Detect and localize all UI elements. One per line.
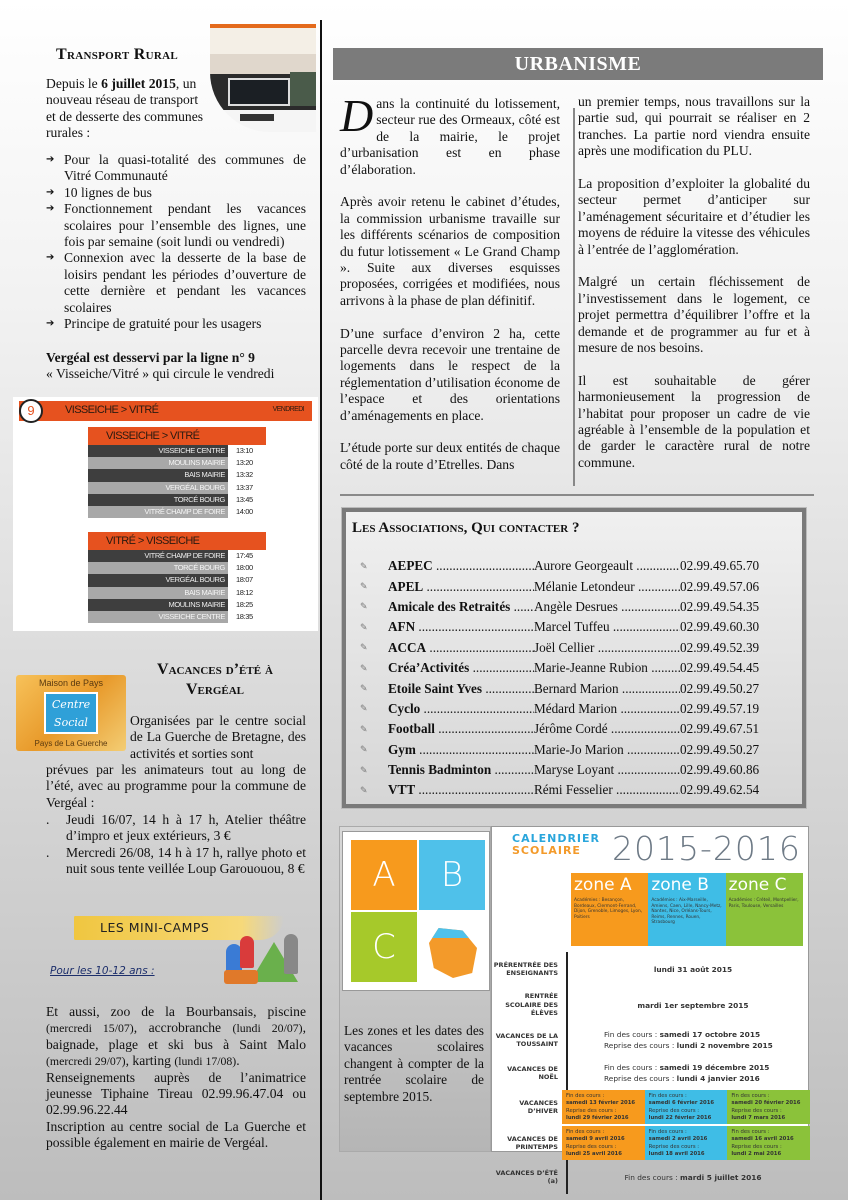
urbanisme-title: URBANISME bbox=[333, 48, 823, 80]
association-row: ✎ Gym ..... Marie-Jo Marion ..... 02.99.49.50.27 bbox=[360, 740, 760, 760]
association-row: ✎ AFN ..... Marcel Tuffeu ..... 02.99.49.60.30 bbox=[360, 617, 760, 637]
bus-photo bbox=[210, 24, 316, 132]
association-row: ✎ Football ..... Jérôme Cordé ..... 02.99.49.67.51 bbox=[360, 719, 760, 739]
table-row: TORCÉ BOURG 18:00 bbox=[88, 562, 266, 574]
paperclip-icon: ✎ bbox=[360, 703, 368, 714]
row-prerentree: PRÉRENTRÉE DES ENSEIGNANTS lundi 31 août 2015 bbox=[492, 952, 810, 986]
row-rentree: RENTRÉE SCOLAIRE DES ÉLÈVES mardi 1er septembre 2015 bbox=[492, 986, 810, 1024]
bus-timetable bbox=[13, 397, 318, 631]
list-item: ➔ Fonctionnement pendant les vacances scolaires pour l’ensemble des lignes, une fois par semaine (soit lundi ou vendredi) bbox=[46, 201, 306, 250]
association-row: ✎ Amicale des Retraités ..... Angèle Desrues ..... 02.99.49.54.35 bbox=[360, 597, 760, 617]
table-row: VERGÉAL BOURG 18:07 bbox=[88, 574, 266, 586]
timetable-header bbox=[19, 401, 312, 421]
age-label: Pour les 10-12 ans : bbox=[50, 965, 155, 977]
row-toussaint: VACANCES DE LA TOUSSAINT Fin des cours : samedi 17 octobre 2015 Reprise des cours : lundi 2 novembre 2015 bbox=[492, 1024, 810, 1056]
zones-header bbox=[571, 873, 803, 946]
outbound-table bbox=[88, 427, 266, 518]
arrow-right-icon: ➔ bbox=[46, 154, 55, 165]
school-calendar bbox=[491, 826, 809, 1185]
arrow-right-icon: ➔ bbox=[46, 318, 55, 330]
route-label: VISSEICHE > VITRÉ bbox=[65, 404, 159, 416]
urbanisme-column-2: un premier temps, nous travaillons sur la partie sud, qui pourrait se réaliser en 2 tranches. La partie nord viendra ensuite après une modification du PLU. La proposition d’exploiter la globalité du secteur permet d’anticiper sur l’aménagement sécuritaire et d’étudier les moyens de réduire la vitesse des véhicules à l’entrée de l’agglomération. Malgré un certain fléchissement de l’investissement dans le logement, ce projet permettra d’équilibrer l’offre et la demande et de programmer au fur et à mesure de nos besoins. Il est souhaitable de gérer harmonieusement la progression de l’habitat pour proposer un cadre de vie agréable à l’ensemble de la population et de garder le caractère rural de notre commune. bbox=[578, 94, 810, 470]
list-item: ➔ Connexion avec la desserte de la base de loisirs pendant les périodes d’ouverture de cette dernière et pendant les vacances scolaires bbox=[46, 250, 306, 315]
arrow-right-icon: ➔ bbox=[46, 186, 55, 198]
list-item: ➔ Principe de gratuité pour les usagers bbox=[46, 316, 262, 332]
campers-illustration bbox=[222, 932, 304, 986]
paperclip-icon: ✎ bbox=[360, 642, 368, 653]
association-row: ✎ VTT ..... Rémi Fesselier ..... 02.99.49.62.54 bbox=[360, 780, 760, 800]
zone-c: zone C Académies : Créteil, Montpellier, Paris, Toulouse, Versailles bbox=[726, 873, 803, 946]
return-table bbox=[88, 532, 266, 623]
urbanisme-column-1: Dans la continuité du lotissement, secteur rue des Ormeaux, côté est de la mairie, le projet d’urbanisation est en phase d’élaboration. Après avoir retenu le cabinet d’études, la commission urbanisme travaille sur les différents scénarios de composition du futur lotissement « Le Grand Champ ». Suite aux diverses esquisses proposées, corrigées et modifiées, nous arrivons à la phase de plan définitif. D’une surface d’environ 2 ha, cette parcelle devra recevoir une trentaine de logements dans le respect de la réglementation d’utilisation économe de l’espace et des orientations d’aménagements en place. L’étude porte sur deux entités de chaque côté de la route d’Etrelles. Dans bbox=[340, 90, 560, 472]
paperclip-icon: ✎ bbox=[360, 662, 368, 673]
association-row: ✎ Tennis Badminton ..... Maryse Loyant ..... 02.99.49.60.86 bbox=[360, 760, 760, 780]
paperclip-icon: ✎ bbox=[360, 744, 368, 755]
zone-b: zone B Académies : Aix-Marseille, Amiens, Caen, Lille, Nancy-Metz, Nantes, Nice, Orléans-Tours, Reims, Rennes, Rouen, Strasbourg bbox=[648, 873, 725, 946]
calendar-year: 2015-2016 bbox=[612, 829, 801, 868]
paperclip-icon: ✎ bbox=[360, 764, 368, 775]
centre-social-logo: Maison de Pays Centre Social Pays de La Guerche bbox=[16, 675, 126, 751]
association-row: ✎ AEPEC ..... Aurore Georgeault ..... 02.99.49.65.70 bbox=[360, 556, 760, 576]
row-ete: VACANCES D’ÉTÉ (a) Fin des cours : mardi 5 juillet 2016 bbox=[492, 1160, 810, 1194]
table-row: BAIS MAIRIE 18:12 bbox=[88, 587, 266, 599]
list-item: ➔ 10 lignes de bus bbox=[46, 184, 152, 200]
association-row: ✎ Etoile Saint Yves ..... Bernard Marion ..... 02.99.49.50.27 bbox=[360, 678, 760, 698]
paperclip-icon: ✎ bbox=[360, 784, 368, 795]
vacances-intro: Organisées par le centre social de La Guerche de Bretagne, des activités et sorties sont bbox=[130, 713, 306, 761]
line-number-badge: 9 bbox=[19, 399, 43, 423]
paperclip-icon: ✎ bbox=[360, 581, 368, 592]
association-row: ✎ Cyclo ..... Médard Marion ..... 02.99.49.57.19 bbox=[360, 699, 760, 719]
paperclip-icon: ✎ bbox=[360, 560, 368, 571]
table-row: VISSEICHE CENTRE 13:10 bbox=[88, 445, 266, 457]
table-row: TORCÉ BOURG 13:45 bbox=[88, 494, 266, 506]
paperclip-icon: ✎ bbox=[360, 621, 368, 632]
vacances-items bbox=[46, 812, 306, 878]
table-row: VISSEICHE CENTRE 18:35 bbox=[88, 611, 266, 623]
row-noel: VACANCES DE NOËL Fin des cours : samedi 19 décembre 2015 Reprise des cours : lundi 4 janvier 2016 bbox=[492, 1056, 810, 1090]
association-row: ✎ ACCA ..... Joël Cellier ..... 02.99.49.52.39 bbox=[360, 638, 760, 658]
list-item: ➔ Pour la quasi-totalité des communes de Vitré Communauté bbox=[46, 152, 306, 184]
row-printemps: VACANCES DE PRINTEMPS Fin des cours : samedi 9 avril 2016 Reprise des cours : lundi 25 avril 2016 Fin des cours : samedi 2 avril 2016 Reprise des cours : lundi 18 avril 2016 Fin des cours : samedi 16 avril 2016 Reprise des cours : lundi 2 mai 2016 bbox=[492, 1126, 810, 1160]
arrow-right-icon: ➔ bbox=[46, 203, 55, 215]
return-title: VITRÉ > VISSEICHE bbox=[88, 532, 266, 550]
calendar-title: CALENDRIER SCOLAIRE bbox=[512, 832, 600, 857]
vacances-title: Vacances d’été à Vergéal bbox=[157, 661, 273, 698]
zones-abc-logo: A B C bbox=[342, 831, 490, 991]
table-row: MOULINS MAIRIE 18:25 bbox=[88, 599, 266, 611]
mini-camps-banner: LES MINI-CAMPS bbox=[74, 916, 284, 940]
association-row: ✎ APEL ..... Mélanie Letondeur ..... 02.99.49.57.06 bbox=[360, 576, 760, 596]
zone-a: zone A Académies : Besançon, Bordeaux, Clermont-Ferrand, Dijon, Grenoble, Limoges, Lyon, Poitiers bbox=[571, 873, 648, 946]
day-label: VENDREDI bbox=[272, 406, 304, 413]
table-row: MOULINS MAIRIE 13:20 bbox=[88, 457, 266, 469]
transport-intro: Depuis le 6 juillet 2015, un nouveau réseau de transport et de desserte des communes rurales : bbox=[46, 76, 204, 141]
line-info: Vergéal est desservi par la ligne n° 9 « Visseiche/Vitré » qui circule le vendredi bbox=[46, 350, 275, 381]
table-row: BAIS MAIRIE 13:32 bbox=[88, 469, 266, 481]
table-row: VITRÉ CHAMP DE FOIRE 17:45 bbox=[88, 550, 266, 562]
list-item: . Jeudi 16/07, 14 h à 17 h, Atelier théâtre d’impro et jeux extérieurs, 3 € bbox=[46, 812, 306, 844]
france-map-icon bbox=[429, 928, 477, 978]
column-divider bbox=[320, 20, 322, 1200]
associations-list bbox=[360, 556, 760, 801]
list-item: . Mercredi 26/08, 14 h à 17 h, rallye photo et nuit sous tente veillée Loup Garououou, 8 € bbox=[46, 844, 306, 877]
row-hiver: VACANCES D’HIVER Fin des cours : samedi 13 février 2016 Reprise des cours : lundi 29 février 2016 Fin des cours : samedi 6 février 2016 Reprise des cours : lundi 22 février 2016 Fin des cours : samedi 20 février 2016 Reprise des cours : lundi 7 mars 2016 bbox=[492, 1090, 810, 1124]
zones-card bbox=[339, 826, 491, 1152]
column-rule bbox=[573, 108, 575, 486]
mini-camps-text: Et aussi, zoo de la Bourbansais, piscine (mercredi 15/07), accrobranche (lundi 20/07), baignade, plage et ski bus à Saint Malo (mercredi 29/07), karting (lundi 17/08). Renseignements auprès de l’animatrice jeunesse Tiphaine Tireau 02.99.96.47.04 ou 02.99.96.22.44 Inscription au centre social de La Guerche et possible également en mairie de Vergéal. bbox=[46, 1004, 306, 1151]
table-row: VERGÉAL BOURG 13:37 bbox=[88, 482, 266, 494]
paperclip-icon: ✎ bbox=[360, 601, 368, 612]
association-row: ✎ Créa’Activités ..... Marie-Jeanne Rubion ..... 02.99.49.54.45 bbox=[360, 658, 760, 678]
dropcap: D bbox=[340, 90, 374, 141]
zones-note: Les zones et les dates des vacances scolaires changent à compter de la rentrée scolaire de septembre 2015. bbox=[344, 1023, 484, 1104]
arrow-right-icon: ➔ bbox=[46, 252, 55, 264]
transport-title: Transport Rural bbox=[56, 46, 179, 63]
associations-box bbox=[342, 508, 806, 808]
paperclip-icon: ✎ bbox=[360, 723, 368, 734]
transport-bullets bbox=[46, 152, 306, 332]
calendar-rows bbox=[492, 952, 810, 1194]
vacances-continuation: prévues par les animateurs tout au long de l’été, avec au programme pour la commune de Vergéal : bbox=[46, 762, 306, 810]
table-row: VITRÉ CHAMP DE FOIRE 14:00 bbox=[88, 506, 266, 518]
outbound-title: VISSEICHE > VITRÉ bbox=[88, 427, 266, 445]
section-divider bbox=[340, 494, 814, 496]
paperclip-icon: ✎ bbox=[360, 683, 368, 694]
associations-title: Les Associations, Qui contacter ? bbox=[352, 520, 580, 536]
